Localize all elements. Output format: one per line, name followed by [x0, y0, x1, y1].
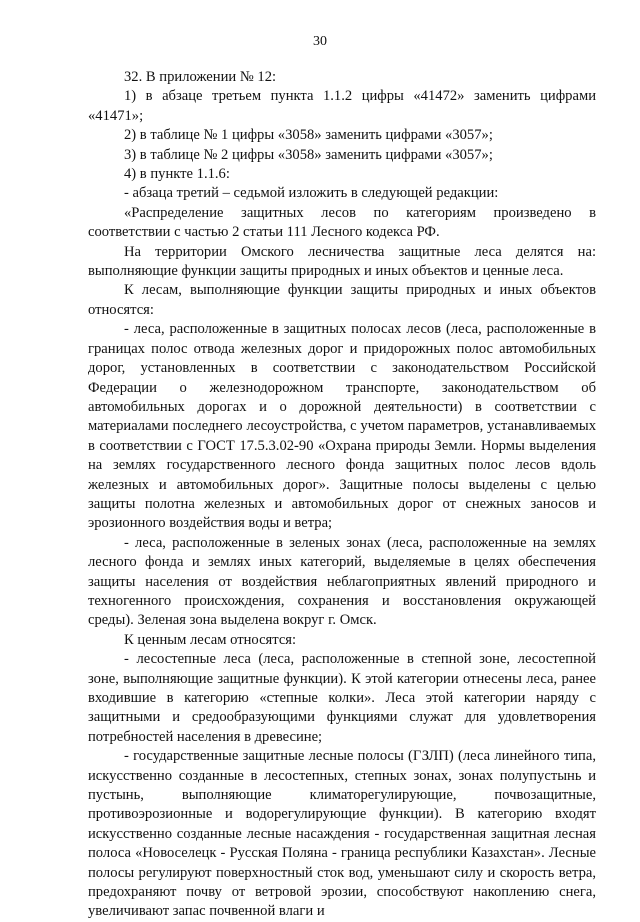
paragraph-forest-distribution: «Распределение защитных лесов по категориям произведено в соответствии с частью 2 статьи 111 Лесного кодекса РФ. — [88, 204, 596, 241]
paragraph-omsk-forestry: На территории Омского лесничества защитные леса делятся на: выполняющие функции защиты природных и иных объектов и ценные леса. — [88, 243, 596, 280]
paragraph-subitem-1: 1) в абзаце третьем пункта 1.1.2 цифры «41472» заменить цифрами «41471»; — [88, 88, 596, 124]
paragraph-green-zones: - леса, расположенные в зеленых зонах (леса, расположенные на землях лесного фонда и землях иных категорий, выделяемые в целях обеспечения защиты населения от воздействия неблагоприятных явлений природного и техногенного происхождения, сохранения и восстановления окружающей среды). Зеленая зона выделена вокруг г. Омск. — [88, 534, 596, 629]
paragraph-subitem-2: 2) в таблице № 1 цифры «3058» заменить цифрами «3057»; — [124, 127, 493, 144]
paragraph-valuable-forests-heading: К ценным лесам относятся: — [124, 631, 297, 648]
page-number: 30 — [313, 34, 327, 49]
paragraph-subitem-3: 3) в таблице № 2 цифры «3058» заменить цифрами «3057»; — [124, 146, 493, 163]
paragraph-forest-steppe: - лесостепные леса (леса, расположенные в степной зоне, лесостепной зоне, выполняющие защитные функции). К этой категории отнесены леса, ранее входившие в категорию «степные колки». Леса этой категории наряду с защитными и средообразующими функциями служат для удовлетворения потребностей населения в древесине; — [88, 651, 596, 745]
paragraph-item-32: 32. В приложении № 12: — [124, 69, 277, 85]
document-body — [88, 68, 596, 922]
paragraph-protective-strips: - леса, расположенные в защитных полосах лесов (леса, расположенные в границах полос отвода железных дорог и придорожных полос автомобильных дорог, установленных в соответствии с законодательством Российской Федерации о железнодорожном транспорте, законодательством об автомобильных дорогах и о дорожной деятельности) в соответствии с материалами последнего лесоустройства, с учетом параметров, устанавливаемых в соответствии с ГОСТ 17.5.3.02-90 «Охрана природы Земли. Нормы выделения на землях государственного лесного фонда защитных полос лесов вдоль железных и автомобильных дорог». Защитные полосы выделены с целью защиты полотна железных и автомобильных дорог от снежных заносов и эрозионного воздействия воды и ветра; — [88, 321, 596, 532]
paragraph-subitem-4: 4) в пункте 1.1.6: — [124, 166, 230, 183]
paragraph-state-forest-belts: - государственные защитные лесные полосы (ГЗЛП) (леса линейного типа, искусственно созданные в лесостепных, степных зонах, зонах полупустынь и пустынь, выполняющие климаторегулирующие, почвозащитные, противоэрозионные и водорегулирующие функции). В категорию входят искусственно созданные лесные насаждения - государственная защитная лесная полоса «Новоселецк - Русская Поляна - граница республики Казахстан». Лесные полосы регулируют поверхностный сток вод, уменьшают силу и скорость ветра, предохраняют почву от ветровой эрозии, способствуют накоплению снега, увеличивают запас почвенной влаги и — [88, 748, 596, 920]
paragraph-instruction: - абзаца третий – седьмой изложить в следующей редакции: — [124, 185, 499, 202]
paragraph-protective-forests-heading: К лесам, выполняющие функции защиты природных и иных объектов относятся: — [88, 282, 596, 318]
